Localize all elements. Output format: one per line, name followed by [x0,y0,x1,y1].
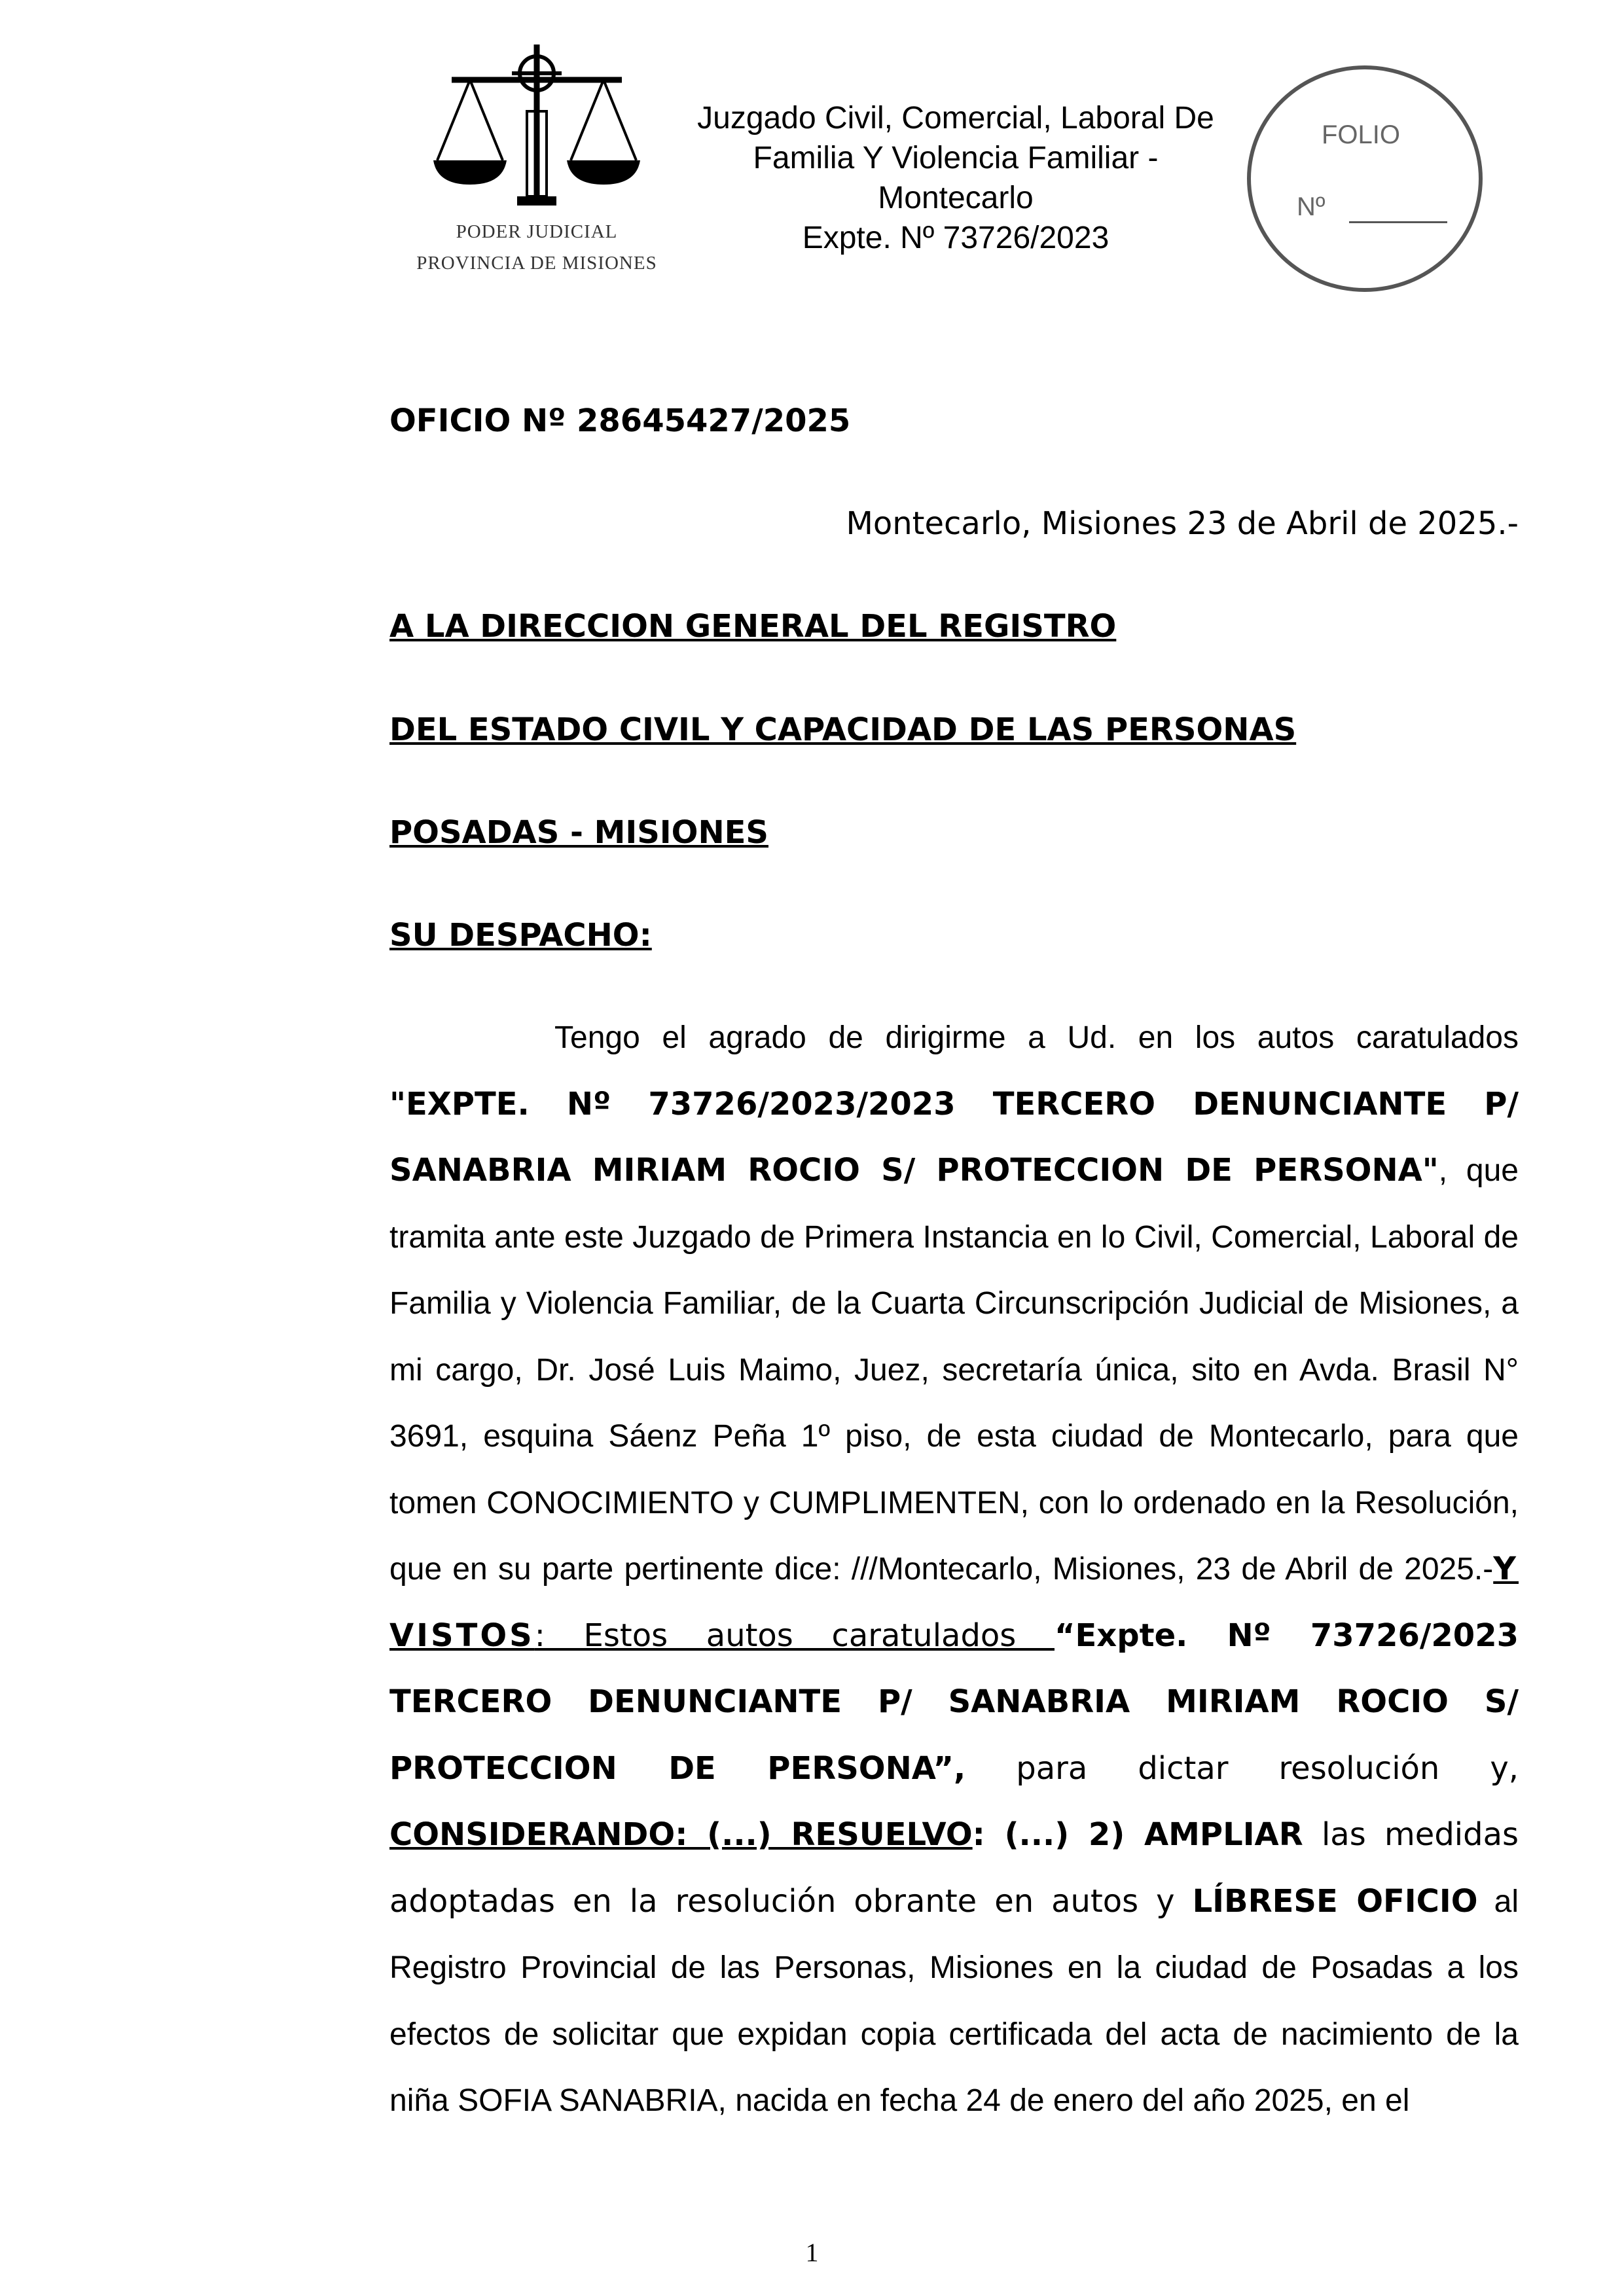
court-name-line-2: Familia Y Violencia Familiar - [753,141,1159,175]
body-text-6: al Registro Provincial de las Personas, Misiones en la ciudad de Posadas a los efectos de solicitar que expidan copia certificada del acta de nacimiento de la niña SOFIA SANABRIA, nacida en fecha 24 de enero del año 2025, en el [389,1884,1519,2118]
folio-stamp [1247,65,1483,292]
court-name-line-3: Montecarlo [878,181,1034,215]
page-number: 1 [805,2238,819,2267]
body-paragraph [389,1005,1519,2134]
considerando-resuelvo: CONSIDERANDO: (...) RESUELVO [389,1816,973,1853]
poder-judicial-logo [399,39,674,295]
body-text-1: Tengo el agrado de dirigirme a Ud. en los autos caratulados [554,1020,1519,1055]
addressee-line-4: SU DESPACHO: [389,917,652,954]
folio-blank-line [1349,221,1447,223]
case-title-quoted: “Expte. Nº 73726/2023 TERCERO DENUNCIANTE P/ SANABRIA MIRIAM ROCIO S/ PROTECCION DE PERSONA”, [389,1617,1519,1787]
addressee-line-2: DEL ESTADO CIVIL Y CAPACIDAD DE LAS PERSONAS [389,711,1297,748]
body-text-3: : Estos autos caratulados [534,1617,1055,1654]
addressee-line-3: POSADAS - MISIONES [389,814,768,851]
logo-line-2: PROVINCIA DE MISIONES [416,253,657,274]
date-line: Montecarlo, Misiones 23 de Abril de 2025.- [846,505,1519,542]
court-name-line-1: Juzgado Civil, Comercial, Laboral De [697,101,1214,135]
ampliar: : (...) 2) AMPLIAR [972,1816,1303,1853]
body-text-4: para dictar resolución y, [965,1749,1519,1787]
scales-of-justice-icon [432,39,641,216]
logo-line-1: PODER JUDICIAL [456,221,618,242]
folio-label: FOLIO [1322,120,1401,149]
court-header [674,98,1237,258]
y-vistos: Y VISTOS [389,1551,1519,1654]
folio-number-label: Nº [1297,192,1326,221]
body-text-2: , que tramita ante este Juzgado de Primera Instancia en lo Civil, Comercial, Laboral de Familia y Violencia Familiar, de la Cuarta Circunscripción Judicial de Misiones, a mi cargo, Dr. José Luis Maimo, Juez, secretaría única, sito en Avda. Brasil N° 3691, esquina Sáenz Peña 1º piso, de esta ciudad de Montecarlo, para que tomen CONOCIMIENTO y CUMPLIMENTEN, con lo ordenado en la Resolución, que en su parte pertinente dice: ///Montecarlo, Misiones, 23 de Abril de 2025.- [389,1153,1519,1587]
expediente-number: Expte. Nº 73726/2023 [802,221,1110,255]
oficio-number: OFICIO Nº 28645427/2025 [389,403,851,439]
body-text-5: las medidas adoptadas en la resolución obrante en autos y [389,1816,1519,1920]
addressee-line-1: A LA DIRECCION GENERAL DEL REGISTRO [389,608,1117,645]
librese-oficio: LÍBRESE OFICIO [1192,1882,1478,1920]
case-title: "EXPTE. Nº 73726/2023/2023 TERCERO DENUNCIANTE P/ SANABRIA MIRIAM ROCIO S/ PROTECCION DE PERSONA" [389,1085,1519,1189]
